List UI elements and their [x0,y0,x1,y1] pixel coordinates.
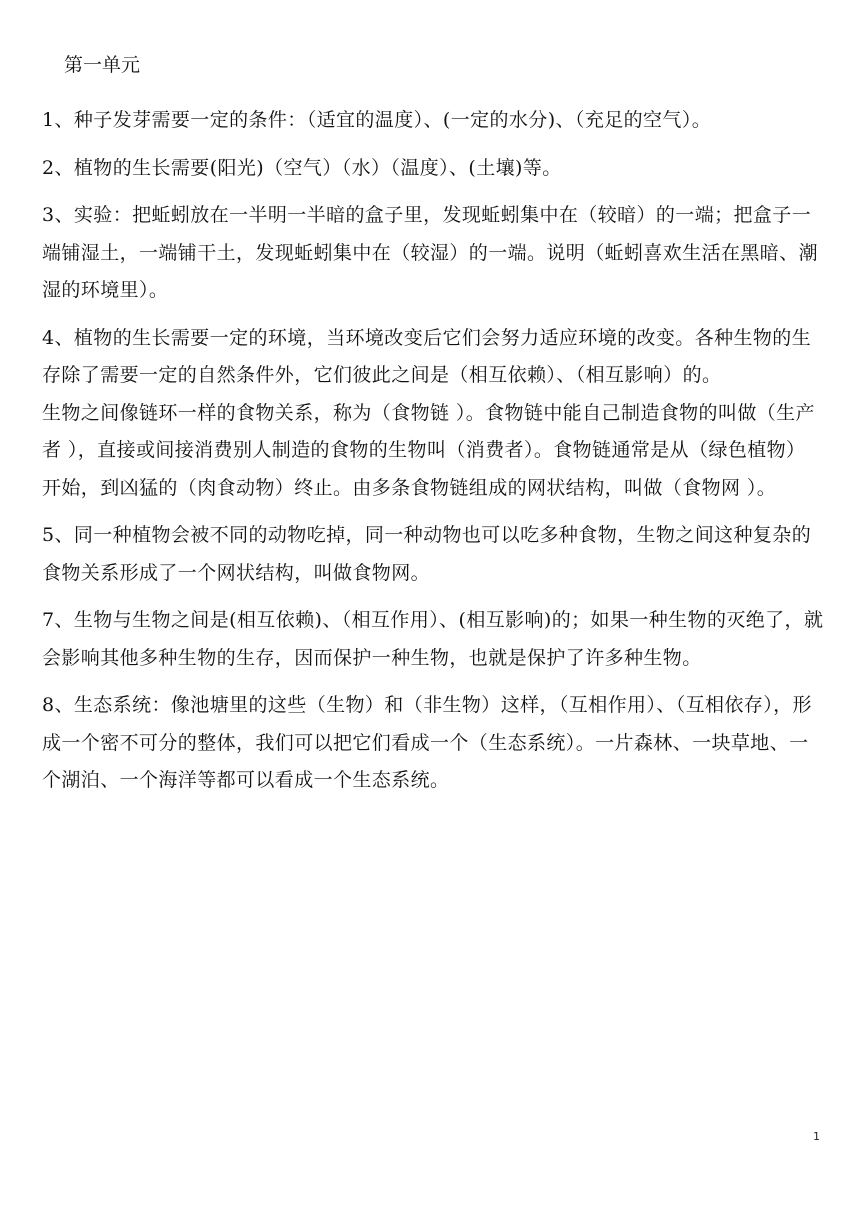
paragraph-food-web: 5、同一种植物会被不同的动物吃掉，同一种动物也可以吃多种食物，生物之间这种复杂的食物关系形成了一个网状结构，叫做食物网。 [42,524,812,584]
unit-title: 第一单元 [64,54,141,76]
paragraph-seed-germination: 1、种子发芽需要一定的条件：（适宜的温度）、(一定的水分)、（充足的空气）。 [42,109,712,131]
paragraph-earthworm-experiment: 3、实验：把蚯蚓放在一半明一半暗的盒子里，发现蚯蚓集中在（较暗）的一端；把盒子一端铺湿土，一端铺干土，发现蚯蚓集中在（较湿）的一端。说明（蚯蚓喜欢生活在黑暗、潮湿的环境里）。 [42,204,819,301]
paragraph-plant-environment: 4、植物的生长需要一定的环境，当环境改变后它们会努力适应环境的改变。各种生物的生存除了需要一定的自然条件外，它们彼此之间是（相互依赖）、（相互影响）的。 [42,326,812,386]
paragraph-interdependence: 7、生物与生物之间是(相互依赖)、（相互作用）、(相互影响)的；如果一种生物的灭绝了，就会影响其他多种生物的生存，因而保护一种生物，也就是保护了许多种生物。 [42,609,824,669]
paragraph-plant-growth-needs: 2、植物的生长需要(阳光)（空气）（水）（温度）、(土壤)等。 [42,156,562,179]
document-body [42,102,824,810]
paragraph-ecosystem: 8、生态系统：像池塘里的这些（生物）和（非生物）这样，（互相作用）、（互相依存），形成一个密不可分的整体，我们可以把它们看成一个（生态系统）。一片森林、一块草地、一个湖泊、一个海洋等都可以看成一个生态系统。 [42,694,812,791]
page-number: 1 [813,1130,820,1143]
paragraph-food-chain: 生物之间像链环一样的食物关系，称为（食物链 ）。食物链中能自己制造食物的叫做（生产者 ），直接或间接消费别人制造的食物的生物叫（消费者）。食物链通常是从（绿色植物）开始，到凶猛的（肉食动物）终止。由多条食物链组成的网状结构，叫做（食物网 ）。 [42,401,815,499]
